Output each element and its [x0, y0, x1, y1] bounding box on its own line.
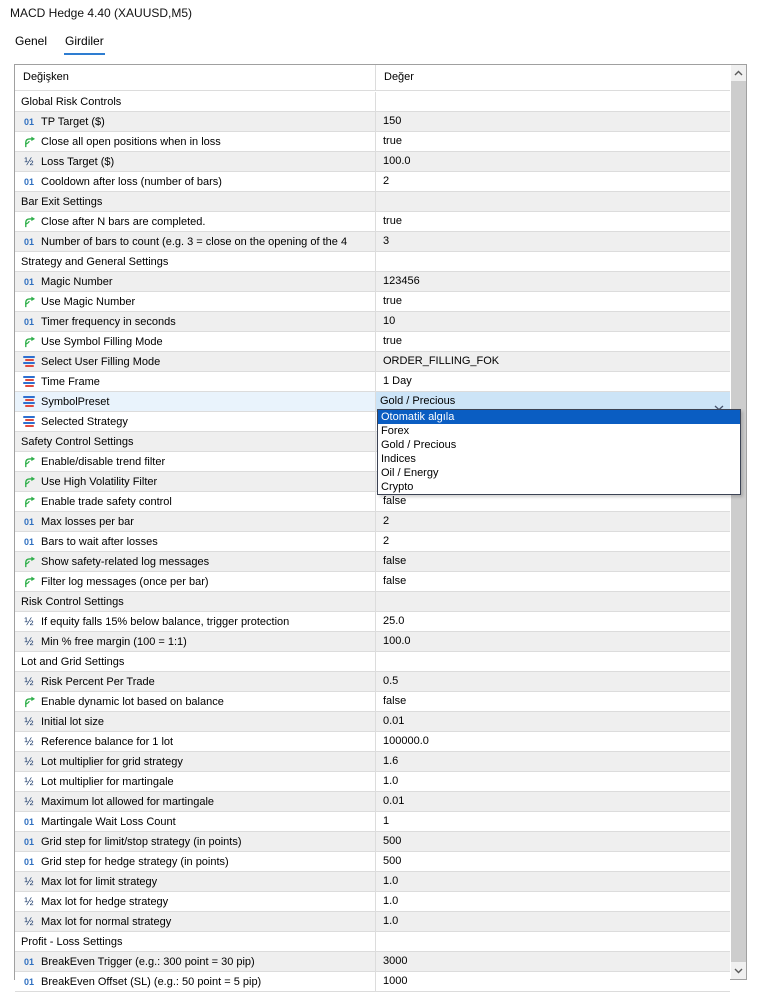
double-type-icon: ½ [24, 155, 34, 168]
vertical-scrollbar[interactable] [730, 65, 746, 979]
dropdown-item[interactable]: Oil / Energy [381, 467, 439, 479]
enum-type-icon [21, 415, 37, 429]
param-name-cell [15, 512, 376, 531]
param-label: If equity falls 15% below balance, trigger protection [41, 615, 290, 628]
param-label: Grid step for hedge strategy (in points) [41, 855, 229, 868]
param-name-cell [15, 592, 376, 611]
param-label: Enable trade safety control [41, 495, 172, 508]
enum-type-icon [21, 375, 37, 389]
param-name-cell [15, 272, 376, 291]
param-name-cell [15, 612, 376, 631]
param-name-cell [15, 532, 376, 551]
param-name-cell [15, 192, 376, 211]
param-value: 500 [383, 835, 402, 847]
param-name-cell [15, 92, 376, 111]
section-row [15, 932, 730, 952]
boolean-type-icon [21, 335, 37, 349]
inputs-table [14, 64, 747, 988]
enum-type-icon [21, 355, 37, 369]
param-label: BreakEven Trigger (e.g.: 300 point = 30 pip) [41, 955, 255, 968]
param-value: 100000.0 [383, 735, 429, 747]
table-row[interactable] [15, 332, 730, 352]
param-value-cell[interactable] [376, 232, 730, 251]
param-value: 1.6 [383, 755, 399, 767]
param-label: Selected Strategy [41, 415, 128, 428]
param-label: Lot multiplier for martingale [41, 775, 174, 788]
table-row[interactable] [15, 552, 730, 572]
param-value: 0.5 [383, 675, 399, 687]
table-row[interactable] [15, 732, 730, 752]
boolean-type-icon [21, 575, 37, 589]
double-type-icon: ½ [24, 615, 34, 628]
param-value: true [383, 295, 402, 307]
param-value: 0.01 [383, 715, 405, 727]
integer-type-icon: 01 [23, 856, 34, 867]
param-label: Time Frame [41, 375, 100, 388]
param-label: Timer frequency in seconds [41, 315, 176, 328]
param-value-cell[interactable] [376, 92, 730, 111]
table-row[interactable] [15, 752, 730, 772]
param-value-cell[interactable] [376, 852, 730, 871]
table-row[interactable] [15, 712, 730, 732]
param-name-cell [15, 632, 376, 651]
scrollbar-thumb[interactable] [731, 81, 746, 962]
param-value-cell[interactable] [376, 652, 730, 671]
param-name-cell [15, 212, 376, 231]
param-value: 1.0 [383, 775, 399, 787]
param-label: Select User Filling Mode [41, 355, 161, 368]
param-label: Close all open positions when in loss [41, 135, 221, 148]
param-name-cell [15, 292, 376, 311]
table-row[interactable] [15, 532, 730, 552]
boolean-type-icon [21, 295, 37, 309]
param-label: Use Magic Number [41, 295, 136, 308]
double-type-icon: ½ [24, 895, 34, 908]
integer-type-icon: 01 [23, 816, 34, 827]
double-type-icon: ½ [24, 875, 34, 888]
tab-girdiler[interactable]: Girdiler [64, 32, 105, 55]
param-label: Max lot for normal strategy [41, 915, 172, 928]
table-row[interactable] [15, 492, 730, 512]
integer-type-icon: 01 [23, 836, 34, 847]
param-value-cell[interactable] [376, 752, 730, 771]
table-row[interactable] [15, 352, 730, 372]
param-value-cell[interactable] [376, 892, 730, 911]
window-title: MACD Hedge 4.40 (XAUUSD,M5) [10, 6, 193, 20]
param-value-cell[interactable] [376, 292, 730, 311]
integer-type-icon: 01 [23, 116, 34, 127]
param-value-cell[interactable] [376, 872, 730, 891]
param-value: false [383, 575, 407, 587]
param-name-cell [15, 252, 376, 271]
section-row [15, 592, 730, 612]
param-value-cell[interactable] [376, 772, 730, 791]
param-name-cell [15, 132, 376, 151]
table-row[interactable] [15, 512, 730, 532]
table-row[interactable] [15, 372, 730, 392]
param-value: 1 Day [383, 375, 412, 387]
param-value-cell[interactable] [376, 932, 730, 951]
table-row[interactable] [15, 272, 730, 292]
param-name-cell [15, 332, 376, 351]
integer-type-icon: 01 [23, 316, 34, 327]
section-label: Strategy and General Settings [21, 255, 169, 268]
integer-type-icon: 01 [23, 176, 34, 187]
param-value-cell[interactable] [376, 812, 730, 831]
param-value: 1.0 [383, 915, 399, 927]
section-label: Global Risk Controls [21, 95, 122, 108]
param-value: 123456 [383, 275, 420, 287]
param-value: true [383, 135, 402, 147]
column-header-variable: Değişken [15, 65, 376, 90]
table-row[interactable] [15, 832, 730, 852]
param-value-cell[interactable] [376, 372, 730, 391]
param-name-cell [15, 152, 376, 171]
param-label: Bars to wait after losses [41, 535, 158, 548]
table-row[interactable] [15, 572, 730, 592]
section-row [15, 652, 730, 672]
double-type-icon: ½ [24, 755, 34, 768]
param-value-cell[interactable] [376, 512, 730, 531]
param-name-cell [15, 912, 376, 931]
dropdown-item[interactable]: Gold / Precious [381, 439, 457, 451]
param-value: true [383, 335, 402, 347]
param-name-cell [15, 852, 376, 871]
param-value-cell[interactable] [376, 972, 730, 991]
param-value: 1.0 [383, 895, 399, 907]
param-label: Initial lot size [41, 715, 104, 728]
table-row[interactable] [15, 232, 730, 252]
param-label: Filter log messages (once per bar) [41, 575, 209, 588]
param-label: Close after N bars are completed. [41, 215, 206, 228]
param-label: Enable dynamic lot based on balance [41, 695, 224, 708]
table-header [15, 65, 730, 91]
param-value-cell[interactable] [376, 312, 730, 331]
dropdown-item[interactable]: Crypto [381, 481, 414, 493]
param-value-cell[interactable] [376, 572, 730, 591]
param-value-cell[interactable] [376, 792, 730, 811]
boolean-type-icon [21, 555, 37, 569]
param-value: false [383, 495, 407, 507]
column-header-value: Değer [384, 71, 414, 83]
dropdown-item[interactable]: Forex [381, 425, 410, 437]
param-value: false [383, 695, 407, 707]
scrollbar-up-button[interactable] [731, 65, 746, 81]
param-value: 25.0 [383, 615, 405, 627]
table-row[interactable] [15, 672, 730, 692]
param-value: 10 [383, 315, 396, 327]
param-label: Enable/disable trend filter [41, 455, 166, 468]
param-value-cell[interactable] [376, 832, 730, 851]
param-value: 3 [383, 235, 390, 247]
param-name-cell [15, 492, 376, 511]
param-label: Number of bars to count (e.g. 3 = close on the opening of the 4 [41, 235, 348, 248]
param-label: Cooldown after loss (number of bars) [41, 175, 222, 188]
param-value: 2 [383, 515, 390, 527]
param-name-cell [15, 832, 376, 851]
boolean-type-icon [21, 215, 37, 229]
param-name-cell [15, 752, 376, 771]
table-row[interactable] [15, 632, 730, 652]
table-row[interactable] [15, 312, 730, 332]
param-label: Max losses per bar [41, 515, 134, 528]
double-type-icon: ½ [24, 715, 34, 728]
section-label: Bar Exit Settings [21, 195, 103, 208]
table-row[interactable] [15, 872, 730, 892]
param-value-cell[interactable] [376, 632, 730, 651]
param-value-cell[interactable] [376, 172, 730, 191]
param-value-cell[interactable] [376, 352, 730, 371]
dropdown-item[interactable]: Indices [381, 453, 416, 465]
table-row[interactable] [15, 112, 730, 132]
param-name-cell [15, 412, 376, 431]
enum-type-icon [21, 395, 37, 409]
integer-type-icon: 01 [23, 276, 34, 287]
param-label: Lot multiplier for grid strategy [41, 755, 183, 768]
param-value-cell[interactable] [376, 912, 730, 931]
param-name-cell [15, 712, 376, 731]
param-label: Use Symbol Filling Mode [41, 335, 163, 348]
param-value: 3000 [383, 955, 408, 967]
param-value: 100.0 [383, 635, 411, 647]
param-name-cell [15, 892, 376, 911]
param-name-cell [15, 172, 376, 191]
double-type-icon: ½ [24, 675, 34, 688]
param-name-cell [15, 312, 376, 331]
param-name-cell [15, 652, 376, 671]
param-name-cell [15, 872, 376, 891]
table-row[interactable] [15, 772, 730, 792]
param-value: 1 [383, 815, 390, 827]
param-label: Show safety-related log messages [41, 555, 210, 568]
param-value: 2 [383, 535, 390, 547]
section-label: Safety Control Settings [21, 435, 134, 448]
boolean-type-icon [21, 495, 37, 509]
param-value-cell[interactable] [376, 252, 730, 271]
param-value: 1000 [383, 975, 408, 987]
param-value: true [383, 215, 402, 227]
param-label: Max lot for hedge strategy [41, 895, 169, 908]
table-row[interactable] [15, 152, 730, 172]
param-value: ORDER_FILLING_FOK [383, 355, 500, 367]
param-name-cell [15, 972, 376, 991]
param-name-cell [15, 432, 376, 451]
param-name-cell [15, 472, 376, 491]
param-value-cell[interactable] [376, 132, 730, 151]
param-value-cell[interactable] [376, 592, 730, 611]
param-value: Gold / Precious [380, 395, 456, 407]
integer-type-icon: 01 [23, 536, 34, 547]
scrollbar-down-button[interactable] [731, 963, 746, 979]
param-name-cell [15, 772, 376, 791]
symbol-preset-dropdown-list [377, 409, 741, 495]
param-value: 1.0 [383, 875, 399, 887]
param-value-cell[interactable] [376, 712, 730, 731]
param-name-cell [15, 692, 376, 711]
param-value: 500 [383, 855, 402, 867]
table-row[interactable] [15, 292, 730, 312]
param-value: 150 [383, 115, 402, 127]
double-type-icon: ½ [24, 915, 34, 928]
param-label: SymbolPreset [41, 395, 110, 408]
tab-bar [14, 32, 105, 55]
param-value-cell[interactable] [376, 152, 730, 171]
double-type-icon: ½ [24, 795, 34, 808]
param-label: TP Target ($) [41, 115, 105, 128]
table-row[interactable] [15, 212, 730, 232]
boolean-type-icon [21, 695, 37, 709]
chevron-up-icon [734, 70, 743, 76]
param-name-cell [15, 672, 376, 691]
section-label: Risk Control Settings [21, 595, 124, 608]
param-value-cell[interactable] [376, 192, 730, 211]
boolean-type-icon [21, 455, 37, 469]
param-label: Max lot for limit strategy [41, 875, 158, 888]
param-value: false [383, 555, 407, 567]
integer-type-icon: 01 [23, 956, 34, 967]
tab-genel[interactable]: Genel [15, 34, 48, 48]
param-value-cell[interactable] [376, 332, 730, 351]
integer-type-icon: 01 [23, 516, 34, 527]
table-row[interactable] [15, 612, 730, 632]
param-value-cell[interactable] [376, 952, 730, 971]
table-rows [15, 92, 730, 988]
param-name-cell [15, 352, 376, 371]
param-name-cell [15, 112, 376, 131]
param-value-cell[interactable] [376, 672, 730, 691]
section-row [15, 192, 730, 212]
param-label: Risk Percent Per Trade [41, 675, 155, 688]
param-name-cell [15, 572, 376, 591]
param-value-cell[interactable] [376, 612, 730, 631]
param-name-cell [15, 812, 376, 831]
table-row[interactable] [15, 892, 730, 912]
param-label: Grid step for limit/stop strategy (in points) [41, 835, 242, 848]
integer-type-icon: 01 [23, 976, 34, 987]
param-name-cell [15, 232, 376, 251]
param-label: Use High Volatility Filter [41, 475, 158, 488]
table-row[interactable] [15, 132, 730, 152]
param-name-cell [15, 392, 376, 411]
table-row[interactable] [15, 172, 730, 192]
param-value: 100.0 [383, 155, 411, 167]
param-name-cell [15, 792, 376, 811]
param-value-cell[interactable] [376, 272, 730, 291]
param-label: Maximum lot allowed for martingale [41, 795, 215, 808]
table-row[interactable] [15, 912, 730, 932]
table-row[interactable] [15, 812, 730, 832]
table-row[interactable] [15, 972, 730, 992]
param-name-cell [15, 732, 376, 751]
table-row[interactable] [15, 952, 730, 972]
section-label: Lot and Grid Settings [21, 655, 125, 668]
double-type-icon: ½ [24, 635, 34, 648]
param-label: Min % free margin (100 = 1:1) [41, 635, 187, 648]
param-label: Martingale Wait Loss Count [41, 815, 176, 828]
section-label: Profit - Loss Settings [21, 935, 123, 948]
boolean-type-icon [21, 135, 37, 149]
param-value: 0.01 [383, 795, 405, 807]
param-label: BreakEven Offset (SL) (e.g.: 50 point = 5 pip) [41, 975, 262, 988]
double-type-icon: ½ [24, 735, 34, 748]
double-type-icon: ½ [24, 775, 34, 788]
table-row[interactable] [15, 692, 730, 712]
param-value-cell[interactable] [376, 532, 730, 551]
integer-type-icon: 01 [23, 236, 34, 247]
param-name-cell [15, 372, 376, 391]
param-name-cell [15, 552, 376, 571]
param-value-cell[interactable] [376, 552, 730, 571]
param-value: 2 [383, 175, 390, 187]
param-label: Loss Target ($) [41, 155, 115, 168]
param-value-cell[interactable] [376, 212, 730, 231]
param-name-cell [15, 932, 376, 951]
param-label: Reference balance for 1 lot [41, 735, 174, 748]
param-value-cell[interactable] [376, 112, 730, 131]
chevron-down-icon [734, 968, 743, 974]
param-name-cell [15, 952, 376, 971]
section-row [15, 252, 730, 272]
param-value-cell[interactable] [376, 692, 730, 711]
table-row[interactable] [15, 792, 730, 812]
param-label: Magic Number [41, 275, 113, 288]
param-value-cell[interactable] [376, 732, 730, 751]
param-name-cell [15, 452, 376, 471]
section-row [15, 92, 730, 112]
boolean-type-icon [21, 475, 37, 489]
dropdown-item[interactable]: Otomatik algıla [378, 410, 740, 424]
table-row[interactable] [15, 852, 730, 872]
